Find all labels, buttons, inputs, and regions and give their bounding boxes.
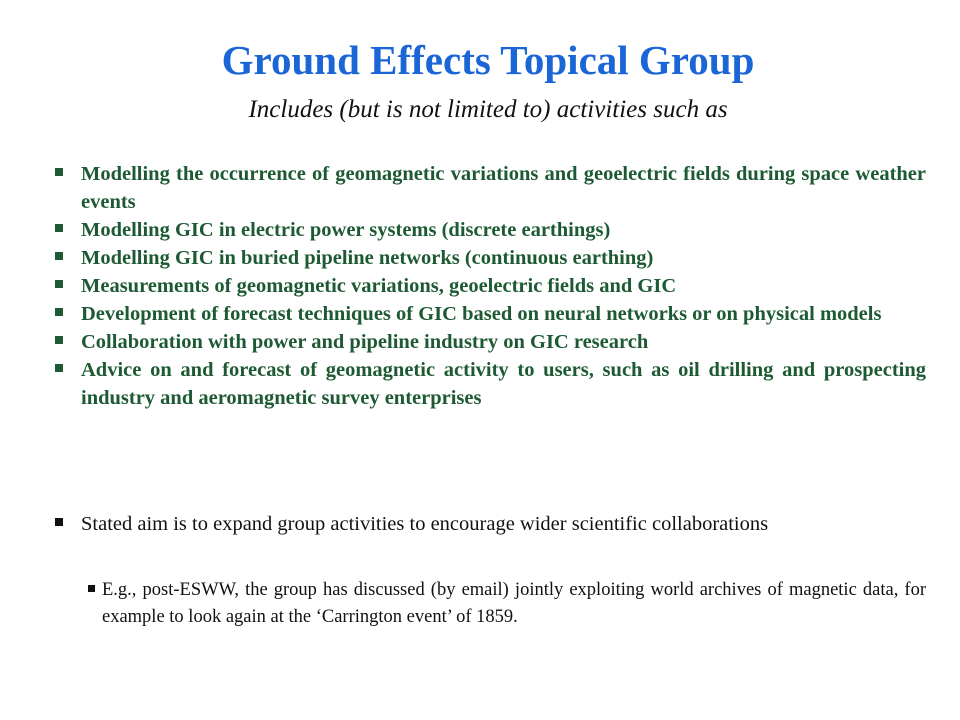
activity-text: Modelling GIC in buried pipeline networks (continuous earthing) — [81, 247, 654, 269]
activity-text: Modelling GIC in electric power systems (discrete earthings) — [81, 219, 611, 241]
slide-subtitle: Includes (but is not limited to) activities such as — [248, 96, 728, 123]
square-bullet-icon — [55, 364, 63, 372]
slide-title: Ground Effects Topical Group — [221, 37, 755, 83]
square-bullet-icon — [55, 336, 63, 344]
aim-item — [54, 510, 926, 538]
square-bullet-icon — [55, 308, 63, 316]
activity-item — [54, 216, 926, 244]
activity-text: Measurements of geomagnetic variations, geoelectric fields and GIC — [81, 275, 677, 297]
example-item — [88, 577, 926, 631]
square-bullet-icon — [55, 224, 63, 232]
activity-item — [54, 272, 926, 300]
activity-text: Modelling the occurrence of geomagnetic variations and geoelectric fields during space weather events — [81, 163, 926, 213]
example-text: E.g., post-ESWW, the group has discussed (by email) jointly exploiting world archives of magnetic data, for example to look again at the ‘Carrington event’ of 1859. — [102, 580, 926, 627]
square-bullet-icon — [55, 518, 63, 526]
square-bullet-icon — [88, 585, 95, 592]
activity-text: Collaboration with power and pipeline industry on GIC research — [81, 331, 649, 353]
square-bullet-icon — [55, 280, 63, 288]
activity-item — [54, 160, 926, 216]
activities-list — [54, 160, 926, 412]
square-bullet-icon — [55, 252, 63, 260]
aim-text: Stated aim is to expand group activities to encourage wider scientific collaborations — [81, 513, 769, 535]
activity-item — [54, 300, 926, 328]
activity-item — [54, 356, 926, 412]
activity-item — [54, 244, 926, 272]
example-sublist — [88, 577, 926, 631]
activity-text: Advice on and forecast of geomagnetic activity to users, such as oil drilling and prospecting industry and aeromagnetic survey enterprises — [81, 359, 926, 409]
square-bullet-icon — [55, 168, 63, 176]
activity-item — [54, 328, 926, 356]
aim-list — [54, 510, 926, 538]
activity-text: Development of forecast techniques of GIC based on neural networks or on physical models — [81, 303, 882, 325]
